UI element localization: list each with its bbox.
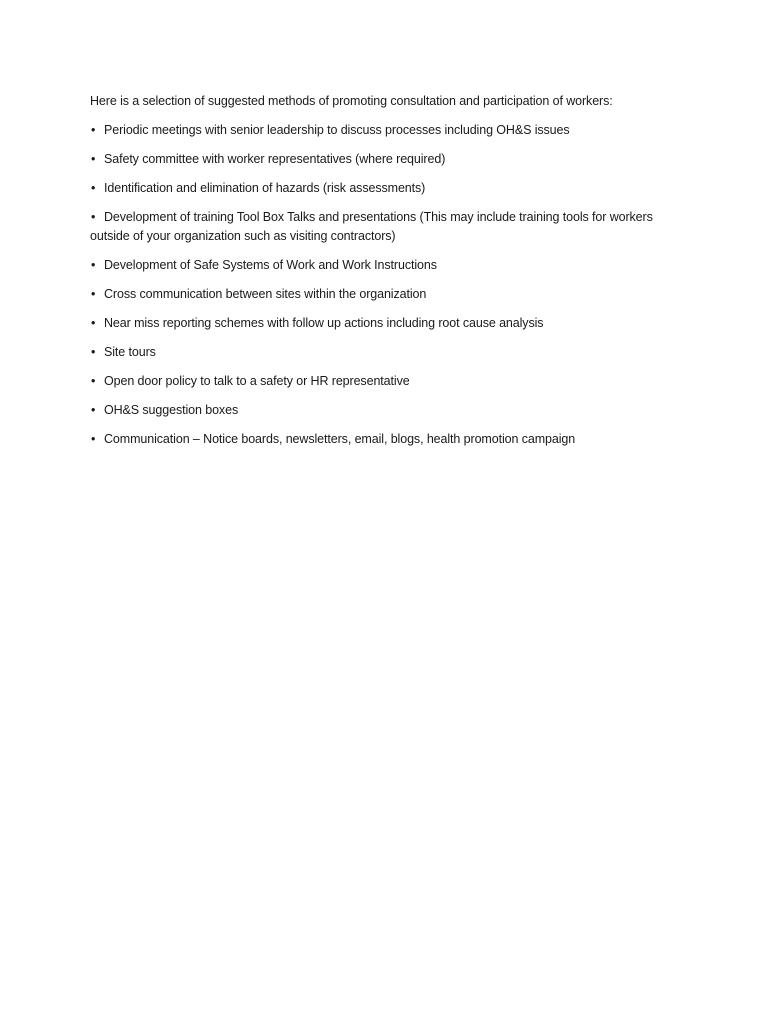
list-item	[90, 314, 690, 333]
list-item-text: Site tours	[104, 345, 156, 359]
methods-list	[90, 121, 690, 449]
bullet-icon: •	[91, 123, 96, 137]
list-item	[90, 401, 690, 420]
bullet-icon: •	[91, 181, 96, 195]
bullet-icon: •	[91, 152, 96, 166]
bullet-icon: •	[91, 210, 96, 224]
bullet-icon: •	[91, 345, 96, 359]
list-item-text: Periodic meetings with senior leadership to discuss processes including OH&S issues	[104, 123, 570, 137]
list-item-text: Near miss reporting schemes with follow up actions including root cause analysis	[104, 316, 544, 330]
list-item	[90, 285, 690, 304]
intro-paragraph: Here is a selection of suggested methods of promoting consultation and participation of workers:	[90, 94, 613, 108]
list-item-text: Open door policy to talk to a safety or HR representative	[104, 374, 410, 388]
list-item-text: Development of Safe Systems of Work and Work Instructions	[104, 258, 437, 272]
bullet-icon: •	[91, 374, 96, 388]
bullet-icon: •	[91, 287, 96, 301]
list-item	[90, 208, 690, 246]
list-item	[90, 179, 690, 198]
list-item	[90, 150, 690, 169]
bullet-icon: •	[91, 403, 96, 417]
list-item-text: Development of training Tool Box Talks and presentations (This may include training tools for workers outside of your organization such as visiting contractors)	[90, 210, 653, 243]
bullet-icon: •	[91, 258, 96, 272]
list-item-text: Safety committee with worker representatives (where required)	[104, 152, 446, 166]
bullet-icon: •	[91, 432, 96, 446]
document-body	[90, 92, 690, 459]
list-item	[90, 256, 690, 275]
list-item	[90, 430, 690, 449]
list-item-text: Cross communication between sites within the organization	[104, 287, 427, 301]
list-item-text: Identification and elimination of hazards (risk assessments)	[104, 181, 426, 195]
list-item	[90, 372, 690, 391]
list-item	[90, 121, 690, 140]
list-item	[90, 343, 690, 362]
list-item-text: OH&S suggestion boxes	[104, 403, 239, 417]
bullet-icon: •	[91, 316, 96, 330]
list-item-text: Communication – Notice boards, newsletters, email, blogs, health promotion campaign	[104, 432, 576, 446]
